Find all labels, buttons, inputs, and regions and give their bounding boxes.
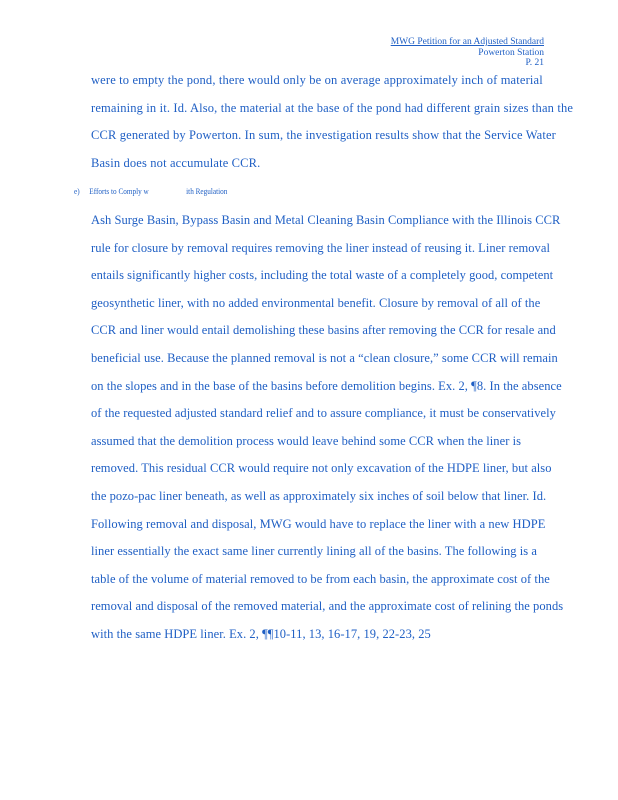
text-line: assumed that the demolition process would leave behind some CCR when the liner is: [91, 433, 522, 448]
text-line: Ash Surge Basin, Bypass Basin and Metal Cleaning Basin Compliance with the Illinois CCR: [91, 213, 561, 227]
text-line: on the slopes and in the base of the basins before demolition begins. Ex. 2, ¶8. In the absence: [91, 378, 562, 393]
section-title-part-1: Efforts to Comply w: [89, 186, 149, 196]
text-line: Following removal and disposal, MWG would have to replace the liner with a new HDPE: [91, 516, 546, 531]
header-page-number: P. 21: [525, 58, 544, 68]
text-line: Basin does not accumulate CCR.: [91, 155, 261, 170]
section-title-part-2: ith Regulation: [186, 186, 228, 196]
text-line: table of the volume of material removed to be from each basin, the approximate cost of the: [91, 571, 550, 586]
text-line: remaining in it. Id. Also, the material at the base of the pond had different grain sizes than the: [91, 100, 574, 115]
text-line: CCR generated by Powerton. In sum, the investigation results show that the Service Water: [91, 128, 556, 143]
text-line: were to empty the pond, there would only be on average approximately inch of material: [91, 73, 543, 87]
text-line: the pozo-pac liner beneath, as well as approximately six inches of soil below that liner. Id.: [91, 488, 547, 503]
text-line: liner essentially the exact same liner currently lining all of the basins. The following is a: [91, 544, 537, 559]
text-line: removed. This residual CCR would require not only excavation of the HDPE liner, but also: [91, 461, 552, 476]
section-heading: [74, 186, 227, 196]
text-line: entails significantly higher costs, including the total waste of a completely good, competent: [91, 268, 554, 283]
text-line: with the same HDPE liner. Ex. 2, ¶¶10-11, 13, 16-17, 19, 22-23, 25: [91, 626, 431, 641]
text-line: CCR and liner would entail demolishing these basins after removing the CCR for resale and: [91, 323, 556, 338]
running-header: [391, 37, 544, 69]
text-line: of the requested adjusted standard relief and to assure compliance, it must be conservatively: [91, 406, 556, 421]
section-label: e): [74, 186, 80, 196]
header-station: Powerton Station: [478, 47, 544, 58]
text-line: beneficial use. Because the planned removal is not a “clean closure,” some CCR will remain: [91, 350, 558, 365]
text-line: removal and disposal of the removed material, and the approximate cost of relining the ponds: [91, 599, 564, 614]
paragraph-2: [91, 210, 591, 652]
text-line: rule for closure by removal requires removing the liner instead of reusing it. Liner removal: [91, 240, 550, 255]
text-line: geosynthetic liner, with no added environmental benefit. Closure by removal of all of the: [91, 295, 541, 310]
paragraph-1: [91, 70, 591, 180]
header-title: MWG Petition for an Adjusted Standard: [390, 37, 544, 47]
